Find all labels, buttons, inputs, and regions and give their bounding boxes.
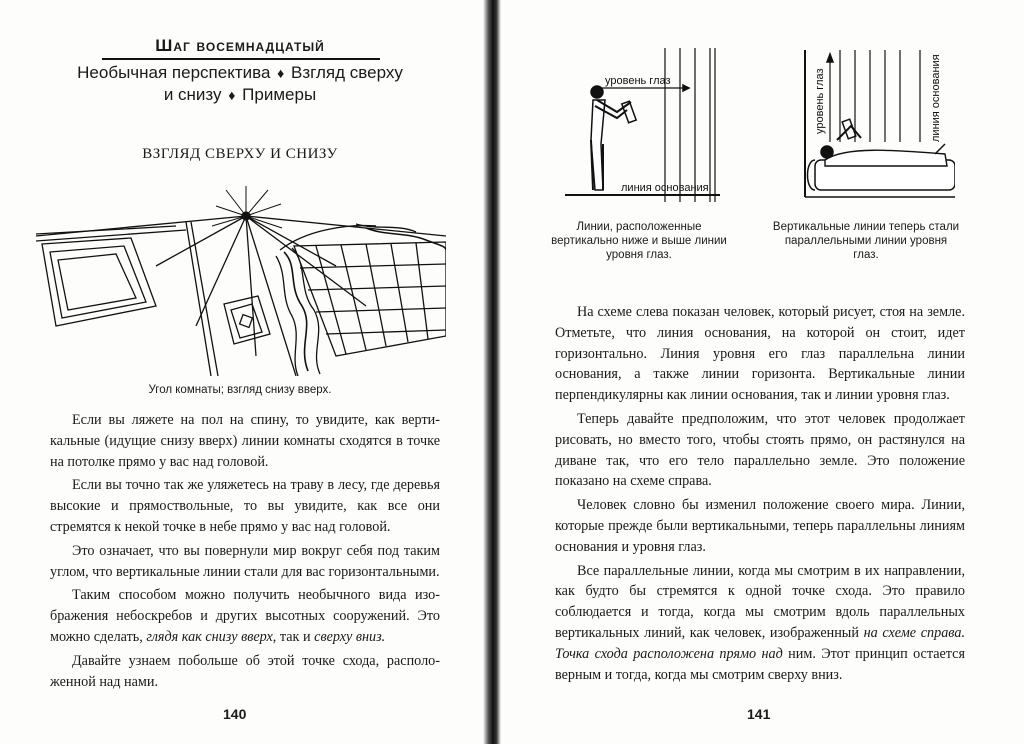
- subtitle-part-4: Примеры: [242, 85, 317, 104]
- reclining-artist-diagram: [785, 42, 955, 202]
- chapter-subtitle: [50, 62, 430, 106]
- paragraph: Если вы точно так же уляжетесь на траву в лесу, где деревья высокие и прямоствольные, то вы увидите, как все они стремятся к некой точке в небе прямо у вас над головой.: [50, 477, 440, 535]
- subtitle-part-1: Необычная перспектива: [77, 63, 271, 82]
- paragraph: Человек словно бы изменил положение своего мира. Линии, которые прежде были вертикальными, теперь параллельны линиям основания и уровня глаз.: [555, 497, 965, 555]
- paragraph: [50, 585, 440, 647]
- eye-level-label: уровень глаз: [605, 75, 671, 87]
- illustration-caption: Угол комнаты; взгляд снизу вверх.: [148, 384, 332, 396]
- page-number: 140: [223, 706, 247, 722]
- left-diagram-caption: Линии, расположенные вертикально ниже и выше линии уровня глаз.: [551, 221, 727, 261]
- room-corner-illustration: [36, 186, 446, 376]
- left-page: [0, 0, 490, 744]
- paragraph: На схеме слева показан человек, который рисует, стоя на земле. Отметьте, что линия основания, на которой он стоит, идет горизонтально. Линия уровня его глаз параллельна линии основания, а также линии горизонта. Вертикальные линии перпендикулярны как линии основания, так и линии уровня глаз.: [555, 304, 965, 404]
- paragraph: Теперь давайте предположим, что этот человек продолжает рисовать, но вместо того, чтобы стоять прямо, он растянулся на диване так, что его тело параллельно земле. Это положение показано на схеме справа.: [555, 410, 965, 490]
- paragraph-text: ним.: [788, 645, 822, 662]
- section-heading: ВЗГЛЯД СВЕРХУ И СНИЗУ: [142, 146, 338, 162]
- title-rule: [102, 58, 380, 60]
- italic-text: глядя как снизу вверх: [146, 628, 273, 645]
- paragraph: [555, 561, 965, 686]
- page-number: 141: [747, 706, 771, 722]
- right-diagram-caption: Вертикальные линии теперь стали параллельными линии уровня глаз.: [772, 221, 960, 261]
- subtitle-part-2: Взгляд сверху: [291, 63, 403, 82]
- italic-text: на схеме справа. Точка схода расположена прямо над: [555, 624, 965, 662]
- right-page: [505, 0, 1024, 744]
- paragraph: Если вы ляжете на пол на спину, то увидите, как вертикальные (идущие снизу вверх) линии комнаты сходятся в точке на потолке прямо у вас над головой.: [50, 412, 440, 470]
- italic-text: сверху вниз.: [314, 628, 386, 645]
- paragraph: Это означает, что вы повернули мир вокруг себя под таким углом, что вертикальные линии стали для вас горизонтальными.: [50, 542, 440, 580]
- paragraph-text: Все параллельные линии, когда мы смотрим в их направлении, как будто бы стремятся к одной точке схода. Это правило соблюдается и тогда, когда мы смотрим вдоль параллельных вертикальных линий, как человек, изображенный: [555, 562, 965, 641]
- paragraph-text: Этот принцип остается верным и тогда, когда мы смотрим сверху вниз.: [555, 645, 966, 683]
- diamond-icon: ♦: [228, 87, 236, 103]
- standing-artist-diagram: [565, 40, 725, 202]
- paragraph: Давайте узнаем побольше об этой точке схода, расположенной над нами.: [50, 652, 440, 690]
- eye-level-vertical-label: уровень глаз: [814, 68, 826, 134]
- base-line-vertical-label: линия основания: [930, 54, 942, 142]
- subtitle-part-3: и снизу: [163, 85, 222, 104]
- paragraph-text: , так и: [272, 628, 315, 645]
- diamond-icon: ♦: [277, 65, 285, 81]
- paragraph-text: Таким способом можно получить необычного вида изображения небоскребов и других высотных сооружений. Это можно сделать,: [50, 587, 440, 645]
- left-body-text: [50, 410, 440, 695]
- right-body-text: [555, 302, 965, 688]
- base-line-label: линия основания: [621, 182, 709, 194]
- step-title: Шаг восемнадцатый: [155, 36, 325, 55]
